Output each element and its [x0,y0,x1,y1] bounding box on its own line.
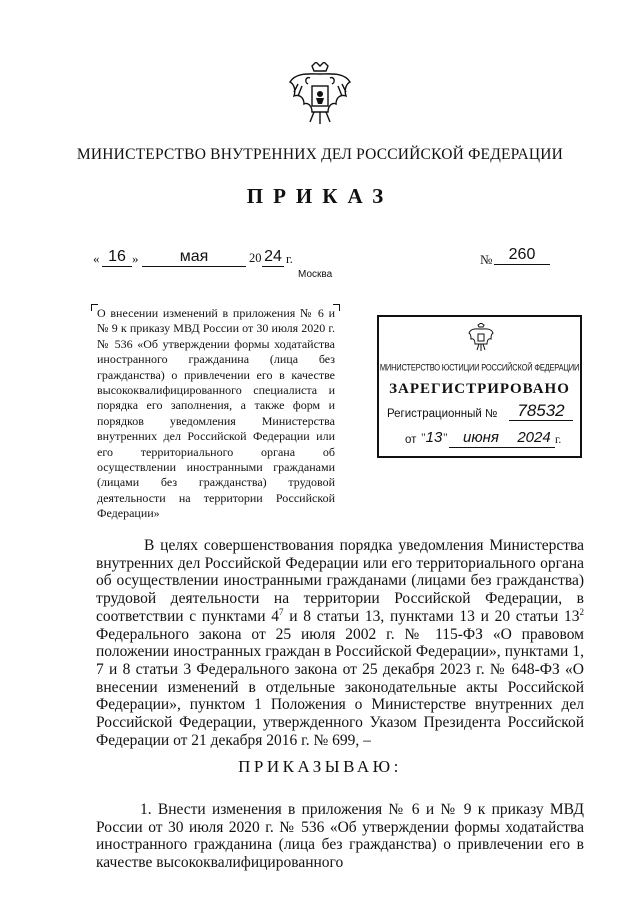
stamp-reg-number: 78532 [509,402,573,421]
preamble-part-1: В целях совершенствования порядка уведомления Министерства внутренних дел Российской Федерации или его территориального органа об осуществлении иностранными гражданами (лицами без гражданства) трудовой деятельности на территории Российской Федерации, в соответствии с пунктами 4 [96,537,584,625]
coat-of-arms-emblem [288,62,352,128]
date-quote-open: « [93,251,100,266]
order-verb: ПРИКАЗЫВАЮ: [238,757,402,776]
date-year-prefix: 20 [249,251,262,265]
ministry-name: МИНИСТЕРСТВО ВНУТРЕННИХ ДЕЛ РОССИЙСКОЙ ФЕДЕРАЦИИ [76,146,564,163]
stamp-organization: МИНИСТЕРСТВО ЮСТИЦИИ РОССИЙСКОЙ ФЕДЕРАЦИИ [379,362,580,373]
stamp-registered-label: ЗАРЕГИСТРИРОВАНО [389,381,570,397]
stamp-date-quote-close: " [443,432,448,444]
stamp-reg-number-label: Регистрационный № [387,408,498,420]
order-item-1 [96,801,584,872]
order-number-sign: № [480,252,493,267]
preamble-part-2: и 8 статьи 13, пунктами 13 и 20 статьи 13 [283,607,580,625]
preamble-superscript-1: 7 [279,606,284,617]
date-day: 16 [102,248,132,267]
order-item-1-text: 1. Внести изменения в приложения № 6 и № 9 к приказу МВД России от 30 июля 2020 г. № 536 «Об утверждении формы ходатайства иностранного гражданина (лица без гражданства) о привлечении его в качестве высококвалифицированного [96,801,584,872]
order-number: 260 [494,246,550,265]
order-subject: О внесении изменений в приложения № 6 и № 9 к приказу МВД России от 30 июля 2020 г. № 536 «Об утверждении формы ходатайства иностранного гражданина (лица без гражданства) о привлечении его в качестве высококвалифицированного специалиста и порядка его заполнения, а также форм и порядков уведомления Министерства внутренних дел Российской Федерации или его территориального органа об осуществлении иностранными гражданами (лицами без гражданства) трудовой деятельности на территории Российской Федерации» [97,306,335,521]
stamp-date-year-suffix: г. [555,434,562,446]
stamp-date-from: от [405,434,417,446]
preamble-paragraph [96,537,584,749]
stamp-date-month: июня [449,429,513,448]
date-month: мая [142,248,246,267]
preamble-part-3: Федерального закона от 25 июля 2002 г. № 115-ФЗ «О правовом положении иностранных граждан в Российской Федерации», пунктами 1, 7 и 8 статьи 3 Федерального закона от 25 декабря 2023 г. № 648-ФЗ «О внесении изменений в отдельные законодательные акты Российской Федерации», пунктом 1 Положения о Министерстве внутренних дел Российской Федерации, утвержденного Указом Президента Российской Федерации от 21 декабря 2016 г. № 699, – [96,625,584,749]
stamp-date-quote-open: " [421,432,426,444]
date-quote-close: » [132,251,139,266]
stamp-date-year: 2024 [513,429,555,448]
date-year: 24 [262,248,284,267]
registration-stamp [377,315,582,458]
preamble-superscript-2: 2 [579,606,584,617]
date-year-suffix: г. [286,252,293,266]
stamp-coat-of-arms-icon [468,323,494,353]
stamp-date-day: 13 [425,429,443,446]
city-name: Москва [298,269,333,280]
document-type-title: ПРИКАЗ [246,184,394,208]
